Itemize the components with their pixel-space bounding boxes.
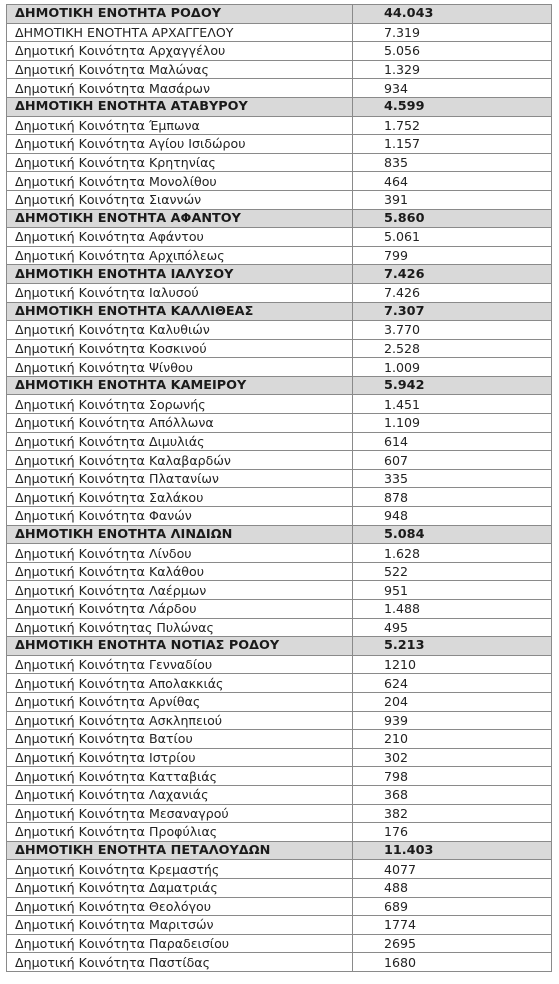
table-row: [7, 823, 552, 842]
community-population: 624: [353, 674, 552, 693]
community-name: Δημοτική Κοινότητα Θεολόγου: [7, 897, 353, 916]
section-header-row: [7, 841, 552, 860]
community-name: Δημοτική Κοινότητα Αρχιπόλεως: [7, 246, 353, 265]
community-name: Δημοτική Κοινότητα Ασκληπειού: [7, 711, 353, 730]
community-population: 7.426: [353, 283, 552, 302]
table-row: [7, 488, 552, 507]
table-row: [7, 730, 552, 749]
table-row: [7, 339, 552, 358]
community-population: 7.319: [353, 23, 552, 42]
community-population: 2695: [353, 934, 552, 953]
community-name: Δημοτική Κοινότητα Παστίδας: [7, 953, 353, 972]
community-population: 382: [353, 804, 552, 823]
community-population: 1.109: [353, 414, 552, 433]
community-population: 488: [353, 878, 552, 897]
community-name: Δημοτική Κοινότητα Καλυθιών: [7, 321, 353, 340]
community-population: 464: [353, 172, 552, 191]
community-name: Δημοτική Κοινότητα Λαέρμων: [7, 581, 353, 600]
section-header-row: [7, 525, 552, 544]
table-row: [7, 804, 552, 823]
table-row: [7, 395, 552, 414]
community-name: Δημοτική Κοινότητα Κρητηνίας: [7, 153, 353, 172]
municipal-unit-population: 5.942: [353, 376, 552, 395]
community-population: 835: [353, 153, 552, 172]
community-name: Δημοτική Κοινότητα Μασάρων: [7, 79, 353, 98]
community-name: Δημοτική Κοινότητα Αγίου Ισιδώρου: [7, 135, 353, 154]
municipal-unit-name: ΔΗΜΟΤΙΚΗ ΕΝΟΤΗΤΑ ΚΑΜΕΙΡΟΥ: [7, 376, 353, 395]
community-population: 1680: [353, 953, 552, 972]
section-header-row: [7, 637, 552, 656]
community-name: Δημοτική Κοινότητα Σαλάκου: [7, 488, 353, 507]
community-population: 391: [353, 190, 552, 209]
municipal-unit-name: ΔΗΜΟΤΙΚΗ ΕΝΟΤΗΤΑ ΚΑΛΛΙΘΕΑΣ: [7, 302, 353, 321]
community-name: Δημοτική Κοινότητα Διμυλιάς: [7, 432, 353, 451]
table-row: [7, 246, 552, 265]
community-population: 495: [353, 618, 552, 637]
table-row: [7, 655, 552, 674]
municipal-unit-population: 5.213: [353, 637, 552, 656]
table-row: [7, 860, 552, 879]
community-population: 1.752: [353, 116, 552, 135]
table-row: [7, 116, 552, 135]
table-row: [7, 785, 552, 804]
community-name: Δημοτική Κοινότητα Βατίου: [7, 730, 353, 749]
table-row: [7, 321, 552, 340]
municipal-unit-population: 11.403: [353, 841, 552, 860]
table-row: [7, 451, 552, 470]
table-row: [7, 135, 552, 154]
table-row: [7, 878, 552, 897]
municipal-unit-name: ΔΗΜΟΤΙΚΗ ΕΝΟΤΗΤΑ ΑΦΑΝΤΟΥ: [7, 209, 353, 228]
municipal-unit-name: ΔΗΜΟΤΙΚΗ ΕΝΟΤΗΤΑ ΡΟΔΟΥ: [7, 5, 353, 24]
municipal-unit-name: ΔΗΜΟΤΙΚΗ ΕΝΟΤΗΤΑ ΑΤΑΒΥΡΟΥ: [7, 97, 353, 116]
community-name: Δημοτική Κοινότητα Κατταβιάς: [7, 767, 353, 786]
table-row: [7, 544, 552, 563]
section-header-row: [7, 5, 552, 24]
community-population: 1.329: [353, 60, 552, 79]
table-row: [7, 283, 552, 302]
community-population: 614: [353, 432, 552, 451]
section-header-row: [7, 209, 552, 228]
community-population: 302: [353, 748, 552, 767]
community-population: 176: [353, 823, 552, 842]
table-row: [7, 507, 552, 526]
community-population: 3.770: [353, 321, 552, 340]
community-name: Δημοτική Κοινότητα Ιαλυσού: [7, 283, 353, 302]
community-population: 948: [353, 507, 552, 526]
community-name: Δημοτική Κοινότητα Απολακκιάς: [7, 674, 353, 693]
community-name: Δημοτική Κοινότητα Πλατανίων: [7, 469, 353, 488]
table-row: [7, 600, 552, 619]
table-row: [7, 674, 552, 693]
municipal-unit-population: 7.426: [353, 265, 552, 284]
community-population: 951: [353, 581, 552, 600]
community-population: 5.061: [353, 228, 552, 247]
community-name: Δημοτική Κοινότητα Ψίνθου: [7, 358, 353, 377]
community-name: Δημοτική Κοινότητα Αρνίθας: [7, 692, 353, 711]
table-row: [7, 358, 552, 377]
community-name: Δημοτική Κοινότητα Ιστρίου: [7, 748, 353, 767]
table-row: [7, 916, 552, 935]
table-row: [7, 748, 552, 767]
community-name: Δημοτική Κοινότητα Λαχανιάς: [7, 785, 353, 804]
community-population: 368: [353, 785, 552, 804]
community-name: Δημοτική Κοινότητα Αρχαγγέλου: [7, 42, 353, 61]
community-population: 607: [353, 451, 552, 470]
table-row: [7, 934, 552, 953]
community-name: Δημοτική Κοινότητα Μαλώνας: [7, 60, 353, 79]
municipal-unit-population: 5.860: [353, 209, 552, 228]
table-row: [7, 23, 552, 42]
table-row: [7, 767, 552, 786]
community-name: Δημοτική Κοινότητας Πυλώνας: [7, 618, 353, 637]
table-row: [7, 897, 552, 916]
table-row: [7, 153, 552, 172]
community-population: 934: [353, 79, 552, 98]
table-row: [7, 172, 552, 191]
table-row: [7, 228, 552, 247]
community-name: Δημοτική Κοινότητα Μεσαναγρού: [7, 804, 353, 823]
table-row: [7, 414, 552, 433]
section-header-row: [7, 302, 552, 321]
community-name: Δημοτική Κοινότητα Σορωνής: [7, 395, 353, 414]
community-population: 1210: [353, 655, 552, 674]
community-name: Δημοτική Κοινότητα Προφύλιας: [7, 823, 353, 842]
table-row: [7, 692, 552, 711]
municipal-unit-population: 5.084: [353, 525, 552, 544]
community-name: ΔΗΜΟΤΙΚΗ ΕΝΟΤΗΤΑ ΑΡΧΑΓΓΕΛΟΥ: [7, 23, 353, 42]
community-name: Δημοτική Κοινότητα Γενναδίου: [7, 655, 353, 674]
community-name: Δημοτική Κοινότητα Δαματριάς: [7, 878, 353, 897]
community-population: 1.451: [353, 395, 552, 414]
community-name: Δημοτική Κοινότητα Λάρδου: [7, 600, 353, 619]
community-population: 1.157: [353, 135, 552, 154]
community-name: Δημοτική Κοινότητα Κοσκινού: [7, 339, 353, 358]
municipal-unit-population: 7.307: [353, 302, 552, 321]
table-row: [7, 432, 552, 451]
community-population: 1.488: [353, 600, 552, 619]
population-table: [6, 4, 552, 972]
table-row: [7, 79, 552, 98]
table-row: [7, 711, 552, 730]
community-population: 939: [353, 711, 552, 730]
community-population: 4077: [353, 860, 552, 879]
community-name: Δημοτική Κοινότητα Καλάθου: [7, 562, 353, 581]
community-name: Δημοτική Κοινότητα Φανών: [7, 507, 353, 526]
municipal-unit-name: ΔΗΜΟΤΙΚΗ ΕΝΟΤΗΤΑ ΙΑΛΥΣΟΥ: [7, 265, 353, 284]
community-population: 878: [353, 488, 552, 507]
community-name: Δημοτική Κοινότητα Καλαβαρδών: [7, 451, 353, 470]
community-population: 5.056: [353, 42, 552, 61]
community-population: 798: [353, 767, 552, 786]
community-name: Δημοτική Κοινότητα Απόλλωνα: [7, 414, 353, 433]
community-name: Δημοτική Κοινότητα Έμπωνα: [7, 116, 353, 135]
community-population: 689: [353, 897, 552, 916]
community-population: 335: [353, 469, 552, 488]
community-population: 522: [353, 562, 552, 581]
community-name: Δημοτική Κοινότητα Μαριτσών: [7, 916, 353, 935]
section-header-row: [7, 376, 552, 395]
table-row: [7, 469, 552, 488]
municipal-unit-name: ΔΗΜΟΤΙΚΗ ΕΝΟΤΗΤΑ ΠΕΤΑΛΟΥΔΩΝ: [7, 841, 353, 860]
municipal-unit-population: 44.043: [353, 5, 552, 24]
community-population: 1.009: [353, 358, 552, 377]
section-header-row: [7, 97, 552, 116]
community-population: 799: [353, 246, 552, 265]
community-population: 2.528: [353, 339, 552, 358]
population-table-container: [6, 4, 551, 972]
table-row: [7, 953, 552, 972]
table-row: [7, 562, 552, 581]
table-row: [7, 618, 552, 637]
section-header-row: [7, 265, 552, 284]
table-row: [7, 60, 552, 79]
community-population: 1.628: [353, 544, 552, 563]
community-population: 204: [353, 692, 552, 711]
community-name: Δημοτική Κοινότητα Αφάντου: [7, 228, 353, 247]
community-name: Δημοτική Κοινότητα Παραδεισίου: [7, 934, 353, 953]
municipal-unit-name: ΔΗΜΟΤΙΚΗ ΕΝΟΤΗΤΑ ΛΙΝΔΙΩΝ: [7, 525, 353, 544]
municipal-unit-population: 4.599: [353, 97, 552, 116]
community-population: 210: [353, 730, 552, 749]
community-name: Δημοτική Κοινότητα Μονολίθου: [7, 172, 353, 191]
table-row: [7, 190, 552, 209]
community-population: 1774: [353, 916, 552, 935]
municipal-unit-name: ΔΗΜΟΤΙΚΗ ΕΝΟΤΗΤΑ ΝΟΤΙΑΣ ΡΟΔΟΥ: [7, 637, 353, 656]
table-body: [7, 5, 552, 972]
community-name: Δημοτική Κοινότητα Σιαννών: [7, 190, 353, 209]
table-row: [7, 581, 552, 600]
table-row: [7, 42, 552, 61]
community-name: Δημοτική Κοινότητα Κρεμαστής: [7, 860, 353, 879]
community-name: Δημοτική Κοινότητα Λίνδου: [7, 544, 353, 563]
